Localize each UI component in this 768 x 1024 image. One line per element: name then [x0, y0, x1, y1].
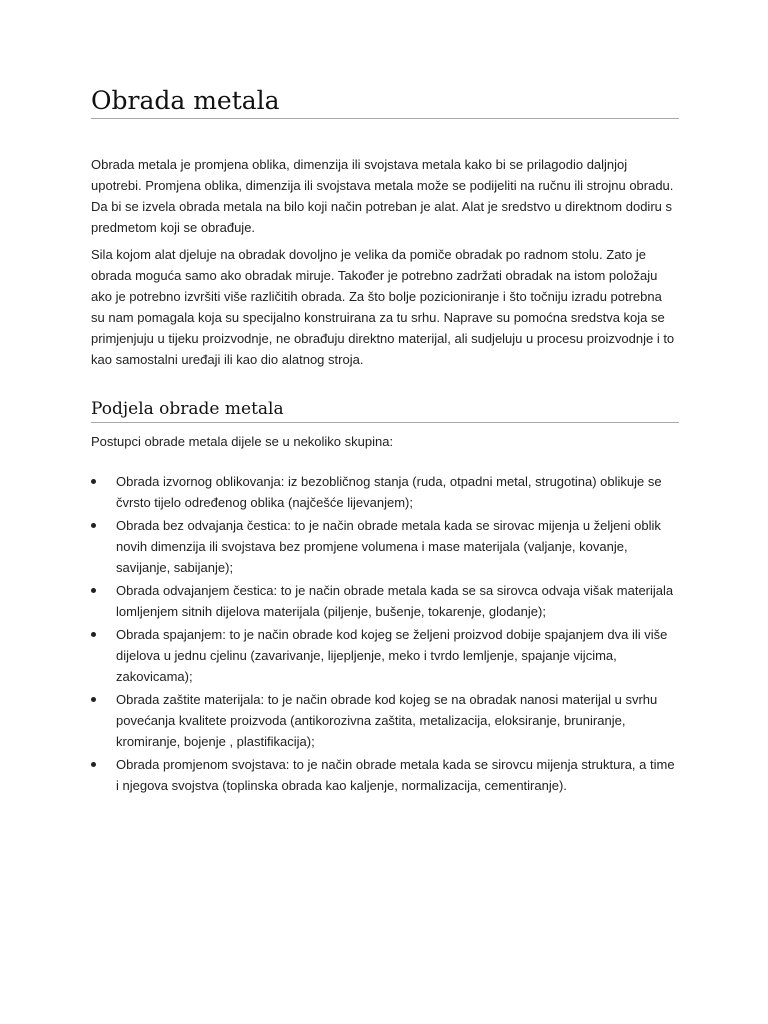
- bullet-icon: [91, 523, 96, 528]
- list-item: [91, 689, 679, 752]
- paragraph-intro: Obrada metala je promjena oblika, dimenzija ili svojstava metala kako bi se prilagodio daljnjoj upotrebi. Promjena oblika, dimenzija ili svojstava metala može se podijeliti na ručnu ili strojnu obradu. Da bi se izvela obrada metala na bilo koji način potreban je alat. Alat je sredstvo u direktnom dodiru s predmetom koji se obrađuje.: [91, 157, 674, 235]
- list-item-text: Obrada spajanjem: to je način obrade kod kojeg se željeni proizvod dobije spajanjem dva ili više dijelova u jednu cjelinu (zavarivanje, lijepljenje, meko i tvrdo lemljenje, spajanje vijcima, zakovicama);: [116, 627, 668, 684]
- bullet-icon: [91, 762, 96, 767]
- list-item: [91, 624, 679, 687]
- bullet-icon: [91, 479, 96, 484]
- document-page: [91, 84, 679, 798]
- bullet-icon: [91, 588, 96, 593]
- bullet-icon: [91, 697, 96, 702]
- list-item-text: Obrada zaštite materijala: to je način obrade kod kojeg se na obradak nanosi materijal u svrhu povećanja kvalitete proizvoda (antikorozivna zaštita, metalizacija, eloksiranje, bruniranje, kromiranje, bojenje , plastifikacija);: [116, 692, 658, 749]
- process-list: [91, 471, 679, 796]
- paragraph-tools: Sila kojom alat djeluje na obradak dovoljno je velika da pomiče obradak po radnom stolu. Zato je obrada moguća samo ako obradak miruje. Također je potrebno zadržati obradak na istom položaju ako je potrebno izvršiti više različitih obrada. Za što bolje pozicioniranje i što točniju izradu potrebna su nam pomagala koja su specijalno konstruirana za tu srhu. Naprave su pomoćna sredstva koja se primjenjuju u tijeku proizvodnje, ne obrađuju direktno materijal, ali sudjeluju u procesu proizvodnje i to kao samostalni uređaji ili kao dio alatnog stroja.: [91, 247, 675, 367]
- list-item-text: Obrada izvornog oblikovanja: iz bezobličnog stanja (ruda, otpadni metal, strugotina) oblikuje se čvrsto tijelo određenog oblika (najčešće lijevanjem);: [116, 474, 662, 510]
- section-intro: Postupci obrade metala dijele se u nekoliko skupina:: [91, 434, 394, 449]
- list-item-text: Obrada promjenom svojstava: to je način obrade metala kada se sirovcu mijenja struktura, a time i njegova svojstva (toplinska obrada kao kaljenje, normalizacija, cementiranje).: [116, 757, 675, 793]
- list-item-text: Obrada odvajanjem čestica: to je način obrade metala kada se sa sirovca odvaja višak materijala lomljenjem sitnih dijelova materijala (piljenje, bušenje, tokarenje, glodanje);: [116, 583, 674, 619]
- section-heading: Podjela obrade metala: [91, 397, 679, 423]
- list-item-text: Obrada bez odvajanja čestica: to je način obrade metala kada se sirovac mijenja u željeni oblik novih dimenzija ili svojstava bez promjene volumena i mase materijala (valjanje, kovanje, savijanje, sabijanje);: [116, 518, 661, 575]
- list-item: [91, 754, 679, 796]
- bullet-icon: [91, 632, 96, 637]
- page-title: Obrada metala: [91, 84, 679, 119]
- list-item: [91, 515, 679, 578]
- list-item: [91, 580, 679, 622]
- list-item: [91, 471, 679, 513]
